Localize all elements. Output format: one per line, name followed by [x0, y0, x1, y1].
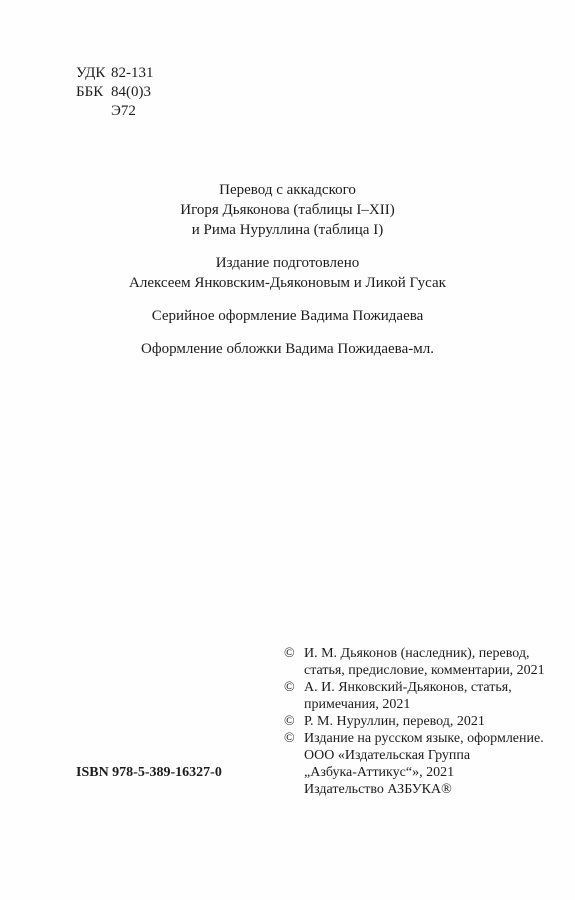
copyright-line: примечания, 2021 [304, 697, 411, 712]
cover-design-credit [0, 339, 575, 359]
copyright-entry [284, 645, 564, 679]
isbn: ISBN 978-5-389-16327-0 [76, 765, 222, 780]
copyright-line: А. И. Янковский-Дьяконов, статья, [304, 680, 512, 695]
translation-line: и Рима Нуруллина (таблица I) [191, 222, 384, 238]
copyright-line: Р. М. Нуруллин, перевод, 2021 [304, 714, 485, 729]
copyright-block [284, 645, 564, 798]
copyright-line: Издательство АЗБУКА® [304, 782, 452, 797]
credits-block [0, 180, 575, 372]
translation-credit [0, 180, 575, 240]
translation-line: Игоря Дьяконова (таблицы I–XII) [180, 202, 395, 218]
copyright-line: Издание на русском языке, оформление. [304, 731, 544, 746]
copyright-line: статья, предисловие, комментарии, 2021 [304, 663, 545, 678]
copyright-line: „Азбука-Аттикус“», 2021 [304, 765, 455, 780]
copyright-entry [284, 713, 564, 730]
copyright-symbol: © [284, 714, 295, 729]
udk-value: 82-131 [111, 65, 154, 81]
author-mark-row [76, 102, 154, 121]
copyright-line: ООО «Издательская Группа [304, 748, 471, 763]
translation-line: Перевод с аккадского [219, 182, 356, 198]
bbk-label: ББК [76, 84, 104, 100]
classification-block [76, 64, 154, 121]
author-mark: Э72 [111, 103, 136, 119]
preparation-line: Алексеем Янковским-Дьяконовым и Ликой Гусак [129, 275, 446, 291]
series-design-line: Серийное оформление Вадима Пожидаева [151, 308, 424, 324]
preparation-credit [0, 253, 575, 293]
udk-label: УДК [76, 65, 106, 81]
cover-design-line: Оформление обложки Вадима Пожидаева-мл. [141, 341, 434, 357]
bbk-row [76, 83, 154, 102]
preparation-line: Издание подготовлено [215, 255, 360, 271]
bbk-value: 84(0)3 [111, 84, 151, 100]
series-design-credit [0, 306, 575, 326]
copyright-line: И. М. Дьяконов (наследник), перевод, [304, 646, 530, 661]
copyright-entry [284, 730, 564, 798]
copyright-entry [284, 679, 564, 713]
udk-row [76, 64, 154, 83]
copyright-symbol: © [284, 731, 295, 746]
copyright-symbol: © [284, 680, 295, 695]
copyright-symbol: © [284, 646, 295, 661]
